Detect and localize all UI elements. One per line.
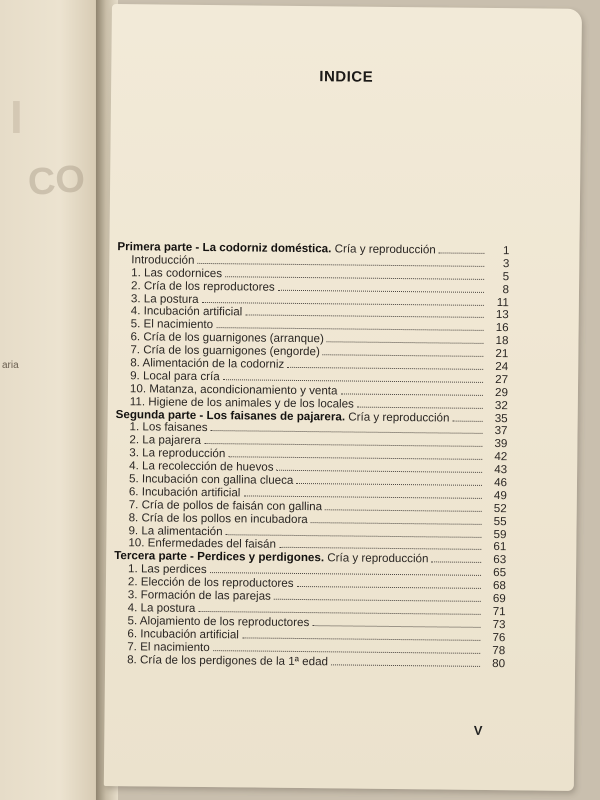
toc-page-number: 78 [492,643,506,657]
toc-entry-title: 8. Cría de los pollos en incubadora [128,510,308,526]
toc-part-heading: Tercera parte - Perdices y perdigones. [114,549,325,565]
toc-entry-title: 7. Cría de pollos de faisán con gallina [128,498,323,514]
toc-leader-dots [452,411,482,421]
toc-leader-dots [431,553,481,564]
toc-part-title: Perdices y perdigones. [197,550,325,565]
toc-leader-dots [216,318,484,331]
toc-entry-title: 7. Cría de los guarnigones (engorde) [130,343,320,359]
toc-entry-title: 8. Cría de los perdigones de la 1ª edad [127,652,329,668]
toc-page-number: 73 [492,617,506,631]
toc-page-number: 27 [495,372,509,387]
toc-page-number: 71 [492,604,506,619]
toc-entry-title: 1. Los faisanes [129,420,208,435]
toc-page-number: 61 [493,540,507,554]
toc-leader-dots [439,243,485,253]
toc-leader-dots [202,293,484,306]
toc-leader-dots [323,345,484,357]
toc-leader-dots [243,486,482,498]
toc-page-number: 29 [494,385,509,399]
page-number: V [473,722,483,738]
toc-part-label: Tercera parte [114,549,187,564]
toc-part-heading: Segunda parte - Los faisanes de pajarera. [115,407,346,424]
toc-entry-title: 4. Incubación artificial [130,304,243,319]
toc-leader-dots [274,590,481,602]
toc-page-number: 1 [502,244,510,258]
toc-leader-dots [296,474,482,486]
toc-page-number: 24 [495,360,509,374]
toc-part-label: Primera parte [117,240,193,254]
toc-leader-dots [228,447,482,460]
toc-entry-title: 6. Incubación artificial [127,626,239,642]
toc-entry-title: 3. La reproducción [129,446,226,461]
toc-leader-dots [223,370,483,383]
toc-entry-title: 4. La postura [127,601,196,615]
toc-page-number: 35 [494,411,508,425]
toc-entry-title: 1. Las perdices [128,562,207,577]
toc-page-number: 55 [493,514,507,528]
toc-leader-dots [204,434,483,447]
toc-leader-dots [331,655,480,667]
toc-page-number: 16 [495,321,509,335]
toc-entry-title: 7. El nacimiento [127,639,210,654]
toc-part-suffix: Cría y reproducción [334,242,436,257]
toc-entry-title: 2. La pajarera [129,433,202,448]
toc-entry-row [113,653,505,670]
toc-leader-dots [198,602,480,615]
toc-leader-dots [276,461,482,473]
left-page-bleed-text-1: I [10,91,23,143]
left-page [0,0,100,800]
toc-leader-dots [197,254,484,267]
toc-entry-title: 2. Cría de los reproductores [130,278,275,294]
toc-page-number: 8 [502,282,510,296]
toc-page-number: 11 [496,295,509,309]
toc-page-number: 32 [494,398,508,412]
toc-page-number: 13 [495,308,509,322]
toc-entry-title: 10. Matanza, acondicionamiento y venta [129,382,338,398]
toc-page-number: 65 [493,566,507,580]
left-page-bleed-text-2: CO [26,158,87,204]
toc-entry-title: 5. Alojamiento de los reproductores [127,614,310,629]
toc-entry-title: 3. La postura [130,291,199,306]
toc-leader-dots [225,267,484,280]
toc-part-suffix: Cría y reproducción [348,410,450,425]
toc-leader-dots [226,525,482,538]
toc-entry-title: 6. Cría de los guarnigones (arranque) [130,330,324,346]
toc-part-title: La codorniz doméstica. [202,240,332,256]
toc-entry-title: 3. Formación de las parejas [127,588,271,603]
toc-page-number: 63 [493,553,507,567]
toc-entry-title: 4. La recolección de huevos [129,459,274,474]
toc-part-heading: Primera parte - La codorniz doméstica. [117,240,332,256]
toc-page-number: 52 [493,501,507,515]
toc-part-suffix: Cría y reproducción [327,551,429,566]
toc-leader-dots [327,333,484,345]
toc-leader-dots [340,384,483,395]
toc-leader-dots [213,641,481,654]
toc-page-number: 5 [502,269,510,283]
toc-page-number: 59 [493,527,507,541]
left-page-margin-word: aria [2,360,19,371]
toc-page-number: 39 [494,437,508,451]
toc-page-number: 37 [494,424,508,438]
toc-page-number: 76 [492,630,506,644]
toc-page-number: 42 [494,450,508,464]
toc-entry-title: 5. Incubación con gallina clueca [128,472,294,487]
toc-entry-title: 1. Las codornices [131,265,223,280]
toc-part-title: Los faisanes de pajarera. [206,408,346,424]
toc-leader-dots [297,577,481,589]
toc-leader-dots [245,306,484,318]
toc-leader-dots [210,563,481,576]
toc-page-number: 80 [492,656,506,670]
page-title: INDICE [319,68,374,86]
toc-leader-dots [278,280,484,292]
toc-page-number: 43 [494,463,508,477]
toc-page-number: 68 [492,579,506,593]
toc-entry-title: 9. La alimentación [128,523,223,538]
toc-part-label: Segunda parte [115,407,197,422]
toc-leader-dots [287,358,483,370]
toc-page-number: 21 [495,347,509,361]
toc-leader-dots [357,397,483,408]
toc-page-number: 69 [492,592,506,606]
toc-entry-title: 11. Higiene de los animales y de los locales [129,394,354,411]
toc-entry-title: 6. Incubación artificial [128,485,241,500]
toc-leader-dots [211,422,483,435]
toc-leader-dots [312,616,480,628]
toc-entry-title: 10. Enfermedades del faisán [128,536,277,552]
toc-page-number: 18 [495,334,509,348]
toc-page-number: 46 [494,476,508,490]
toc-entry-title: 2. Elección de los reproductores [127,575,294,591]
toc-leader-dots [242,628,481,640]
toc-entry-title: 5. El nacimiento [130,317,214,332]
toc-page-number: 3 [502,256,510,271]
toc-leader-dots [325,500,482,512]
toc-page-number: 49 [493,488,507,503]
toc-entry-title: 9. Local para cría [130,369,220,384]
toc-entry-title: 8. Alimentación de la codorniz [130,356,285,371]
table-of-contents [113,240,509,669]
toc-leader-dots [311,513,482,525]
toc-leader-dots [279,538,481,550]
toc-entry-title: Introducción [131,253,195,267]
index-page [104,4,582,791]
